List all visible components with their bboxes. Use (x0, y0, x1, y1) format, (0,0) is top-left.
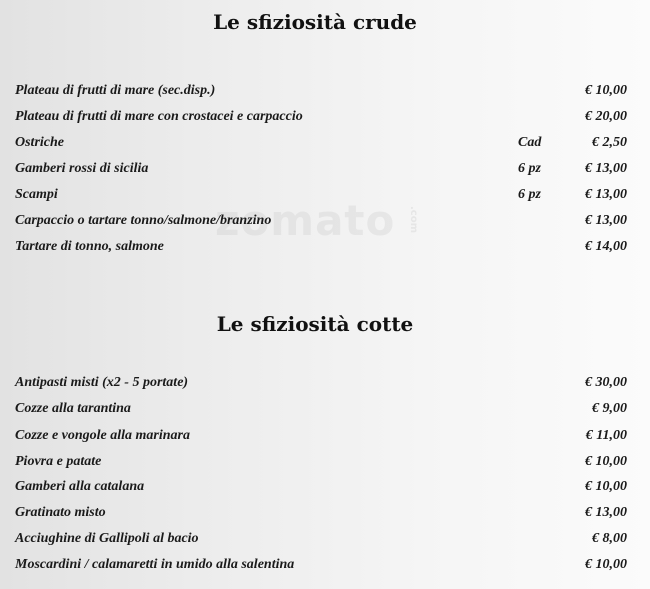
item-price: € 14,00 (585, 239, 627, 254)
item-name: Tartare di tonno, salmone (15, 239, 164, 254)
item-price: € 10,00 (585, 454, 627, 469)
item-price: € 11,00 (585, 428, 627, 443)
menu-item (15, 373, 627, 393)
item-price: € 13,00 (585, 505, 627, 520)
section-title-crude: Le sfiziosità crude (213, 10, 417, 34)
item-name: Plateau di frutti di mare (sec.disp.) (15, 83, 216, 98)
menu-item (15, 426, 627, 446)
item-name: Antipasti misti (x2 - 5 portate) (15, 375, 189, 390)
menu-item (15, 81, 627, 101)
item-qty: 6 pz (518, 161, 541, 176)
menu-item (15, 133, 627, 153)
menu-item (15, 555, 627, 575)
menu-item (15, 452, 627, 472)
menu-item (15, 529, 627, 549)
menu-item (15, 237, 627, 257)
item-qty: 6 pz (518, 187, 541, 202)
menu-item (15, 159, 627, 179)
item-name: Moscardini / calamaretti in umido alla salentina (15, 557, 295, 572)
menu-item (15, 503, 627, 523)
item-price: € 8,00 (592, 531, 627, 546)
zomato-watermark-suffix: .com (408, 206, 419, 234)
item-name: Gamberi rossi di sicilia (15, 161, 149, 176)
item-price: € 9,00 (592, 401, 627, 416)
item-name: Cozze e vongole alla marinara (15, 428, 191, 443)
item-qty: Cad (518, 135, 542, 150)
item-name: Scampi (15, 187, 58, 202)
item-price: € 2,50 (592, 135, 627, 150)
item-name: Cozze alla tarantina (15, 401, 131, 416)
item-name: Ostriche (15, 135, 64, 150)
item-name: Acciughine di Gallipoli al bacio (15, 531, 199, 546)
item-name: Plateau di frutti di mare con crostacei e carpaccio (15, 109, 303, 124)
menu-item (15, 211, 627, 231)
item-name: Gamberi alla catalana (15, 479, 145, 494)
item-price: € 13,00 (585, 213, 627, 228)
menu-item (15, 399, 627, 419)
item-price: € 13,00 (585, 187, 627, 202)
item-price: € 13,00 (585, 161, 627, 176)
zomato-watermark: zomato (215, 196, 396, 245)
menu-item (15, 185, 627, 205)
item-price: € 10,00 (585, 557, 627, 572)
item-price: € 10,00 (585, 479, 627, 494)
item-name: Gratinato misto (15, 505, 106, 520)
menu-item (15, 107, 627, 127)
item-price: € 20,00 (585, 109, 627, 124)
menu-item (15, 477, 627, 497)
section-title-cotte: Le sfiziosità cotte (216, 312, 414, 336)
item-name: Carpaccio o tartare tonno/salmone/branzino (15, 213, 272, 228)
item-price: € 30,00 (585, 375, 627, 390)
item-price: € 10,00 (585, 83, 627, 98)
item-name: Piovra e patate (15, 454, 102, 469)
